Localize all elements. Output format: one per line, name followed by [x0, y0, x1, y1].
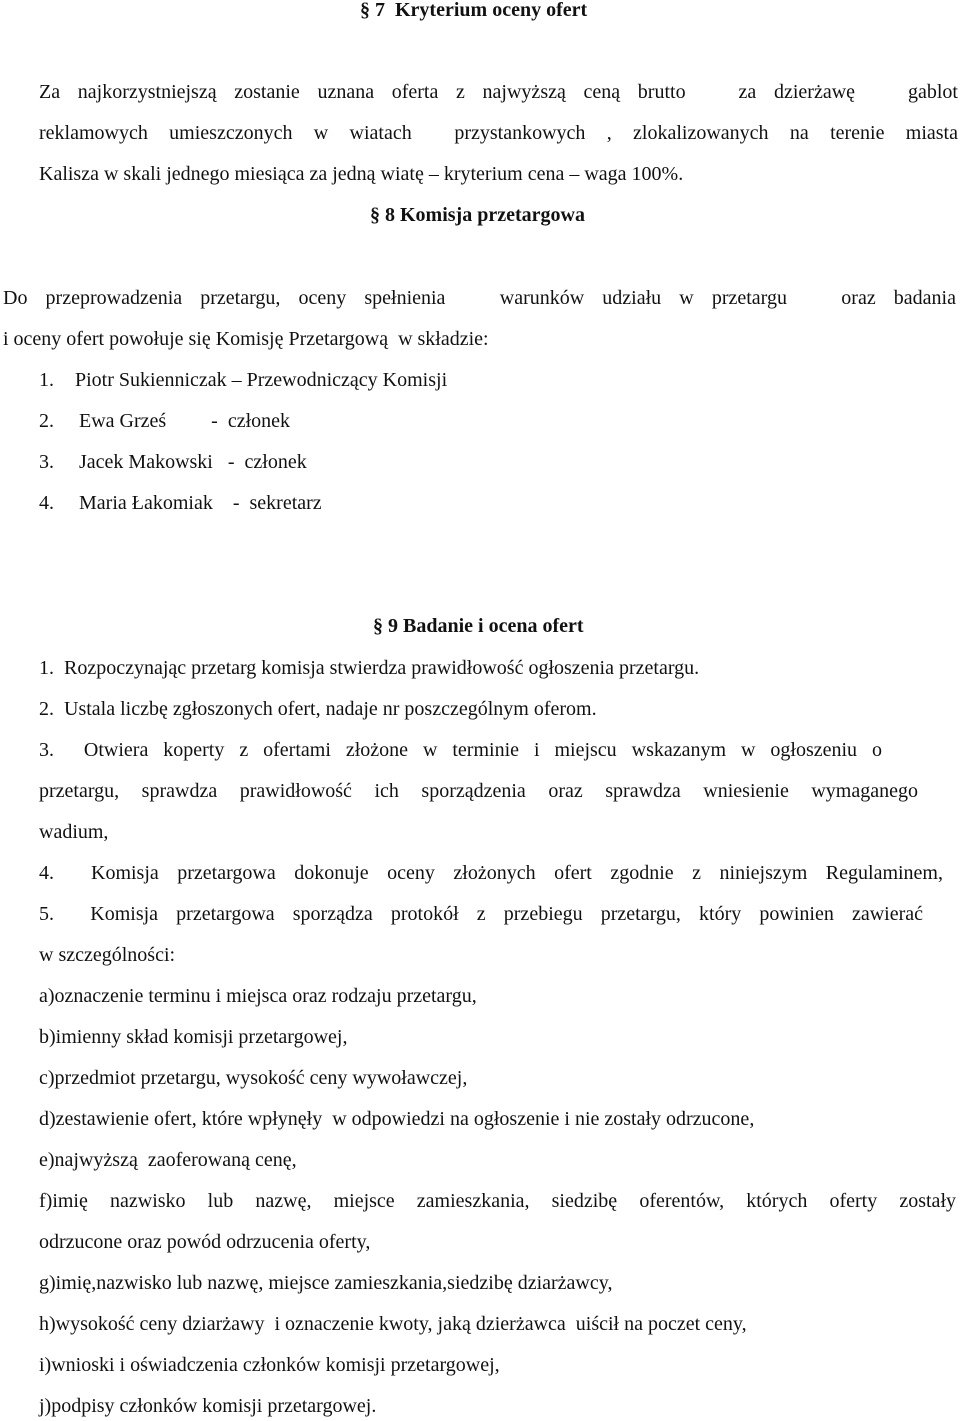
member-name: Jacek Makowski - członek — [79, 451, 307, 473]
section-8-heading: § 8 Komisja przetargowa — [370, 204, 585, 226]
section-9-item-5-line-1: 5. Komisja przetargowa sporządza protokół z przebiegu przetargu, który powinien zawierać — [39, 903, 923, 925]
protocol-item-f-line-1: f)imię nazwisko lub nazwę, miejsce zamieszkania, siedzibę oferentów, których oferty zostały — [39, 1190, 956, 1212]
member-number: 4. — [39, 492, 54, 514]
section-9-item-3-line-2: przetargu, sprawdza prawidłowość ich sporządzenia oraz sprawdza wniesienie wymaganego — [39, 780, 918, 802]
member-name: Piotr Sukienniczak – Przewodniczący Komisji — [75, 369, 448, 391]
protocol-item-e: e)najwyższą zaoferowaną cenę, — [39, 1149, 297, 1171]
section-8-text-line-1: Do przeprowadzenia przetargu, oceny spełnienia warunków udziału w przetargu oraz badania — [3, 287, 956, 309]
member-name: Ewa Grześ - członek — [79, 410, 291, 432]
section-7-heading: § 7 Kryterium oceny ofert — [360, 0, 588, 21]
section-7-text-line-2: reklamowych umieszczonych w wiatach przystankowych , zlokalizowanych na terenie miasta — [39, 122, 958, 144]
protocol-item-b: b)imienny skład komisji przetargowej, — [39, 1026, 348, 1048]
section-9-item-3-line-3: wadium, — [39, 821, 109, 843]
member-number: 2. — [39, 410, 54, 432]
protocol-item-c: c)przedmiot przetargu, wysokość ceny wywoławczej, — [39, 1067, 468, 1089]
section-9-item-3-line-1: 3. Otwiera koperty z ofertami złożone w terminie i miejscu wskazanym w ogłoszeniu o — [39, 739, 882, 761]
protocol-item-g: g)imię,nazwisko lub nazwę, miejsce zamieszkania,siedzibę dziarżawcy, — [39, 1272, 613, 1294]
section-8-text-line-2: i oceny ofert powołuje się Komisję Przetargową w składzie: — [3, 328, 489, 350]
section-7-text-line-1: Za najkorzystniejszą zostanie uznana oferta z najwyższą ceną brutto za dzierżawę gablot — [39, 81, 958, 103]
protocol-item-a: a)oznaczenie terminu i miejsca oraz rodzaju przetargu, — [39, 985, 477, 1007]
member-number: 1. — [39, 369, 54, 391]
section-9-item-1: 1. Rozpoczynając przetarg komisja stwierdza prawidłowość ogłoszenia przetargu. — [39, 657, 700, 679]
protocol-item-f-line-2: odrzucone oraz powód odrzucenia oferty, — [39, 1231, 371, 1253]
member-name: Maria Łakomiak - sekretarz — [79, 492, 322, 514]
section-9-item-5-line-2: w szczególności: — [39, 944, 176, 966]
protocol-item-d: d)zestawienie ofert, które wpłynęły w odpowiedzi na ogłoszenie i nie zostały odrzucone, — [39, 1108, 755, 1130]
section-9-heading: § 9 Badanie i ocena ofert — [373, 615, 584, 637]
protocol-item-h: h)wysokość ceny dziarżawy i oznaczenie kwoty, jaką dzierżawca uiścił na poczet ceny, — [39, 1313, 747, 1335]
protocol-item-i: i)wnioski i oświadczenia członków komisji przetargowej, — [39, 1354, 500, 1376]
section-7-text-line-3: Kalisza w skali jednego miesiąca za jedną wiatę – kryterium cena – waga 100%. — [39, 163, 684, 185]
member-number: 3. — [39, 451, 54, 473]
section-9-item-4: 4. Komisja przetargowa dokonuje oceny złożonych ofert zgodnie z niniejszym Regulaminem, — [39, 862, 943, 884]
protocol-item-j: j)podpisy członków komisji przetargowej. — [39, 1395, 377, 1417]
section-9-item-2: 2. Ustala liczbę zgłoszonych ofert, nadaje nr poszczególnym oferom. — [39, 698, 597, 720]
